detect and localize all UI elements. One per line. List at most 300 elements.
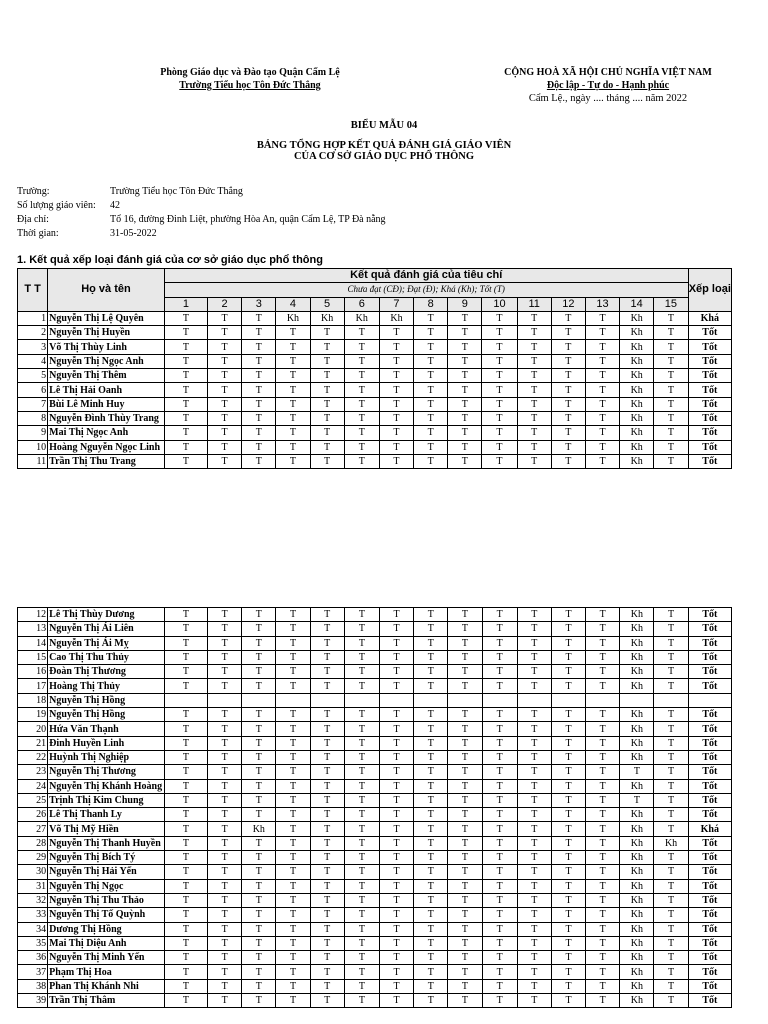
criteria-score: T bbox=[482, 851, 517, 865]
rank-value: Tốt bbox=[688, 893, 731, 907]
criteria-score: Kh bbox=[620, 397, 654, 411]
criteria-number: 6 bbox=[344, 297, 379, 311]
criteria-score: T bbox=[482, 426, 517, 440]
criteria-score: T bbox=[344, 369, 379, 383]
criteria-score: T bbox=[414, 340, 448, 354]
table-row bbox=[18, 736, 732, 750]
criteria-number: 15 bbox=[654, 297, 688, 311]
criteria-score: T bbox=[551, 426, 585, 440]
criteria-score: T bbox=[164, 708, 207, 722]
criteria-score: Kh bbox=[620, 636, 654, 650]
name-header: Họ và tên bbox=[48, 269, 165, 312]
criteria-score: T bbox=[379, 636, 413, 650]
criteria-score: T bbox=[414, 808, 448, 822]
criteria-score bbox=[654, 693, 688, 707]
rank-value: Tốt bbox=[688, 736, 731, 750]
criteria-score: T bbox=[276, 936, 310, 950]
info-value: Trường Tiểu học Tôn Đức Thắng bbox=[110, 186, 243, 197]
legend-note: Chưa đạt (CĐ); Đạt (Đ); Khá (Kh); Tốt (T) bbox=[164, 283, 688, 297]
rank-value: Tốt bbox=[688, 354, 731, 368]
section-title: 1. Kết quả xếp loại đánh giá của cơ sở giáo dục phổ thông bbox=[17, 254, 323, 266]
rank-value: Tốt bbox=[688, 383, 731, 397]
criteria-score: T bbox=[164, 722, 207, 736]
criteria-score: T bbox=[276, 793, 310, 807]
criteria-score: T bbox=[164, 851, 207, 865]
criteria-score: Kh bbox=[654, 836, 688, 850]
department-header bbox=[120, 66, 380, 92]
table-row bbox=[18, 765, 732, 779]
table-row bbox=[18, 836, 732, 850]
criteria-score: T bbox=[344, 679, 379, 693]
criteria-score: T bbox=[276, 369, 310, 383]
criteria-score: T bbox=[164, 808, 207, 822]
criteria-score: T bbox=[482, 822, 517, 836]
info-value: 31-05-2022 bbox=[110, 228, 157, 239]
criteria-score: T bbox=[242, 326, 276, 340]
table-row bbox=[18, 665, 732, 679]
rank-header: Xếp loại bbox=[688, 269, 731, 312]
criteria-score: T bbox=[379, 369, 413, 383]
criteria-score: T bbox=[310, 879, 344, 893]
criteria-score: T bbox=[208, 665, 242, 679]
criteria-score: T bbox=[448, 708, 482, 722]
criteria-score: T bbox=[517, 354, 551, 368]
criteria-score bbox=[517, 693, 551, 707]
criteria-score: T bbox=[551, 765, 585, 779]
criteria-score: T bbox=[208, 908, 242, 922]
criteria-score: T bbox=[586, 665, 620, 679]
criteria-score: T bbox=[344, 354, 379, 368]
criteria-score: T bbox=[482, 893, 517, 907]
criteria-score: T bbox=[208, 851, 242, 865]
criteria-number: 13 bbox=[585, 297, 619, 311]
criteria-score: T bbox=[164, 608, 207, 622]
criteria-score: T bbox=[551, 951, 585, 965]
criteria-score: T bbox=[310, 979, 344, 993]
criteria-score: Kh bbox=[620, 383, 654, 397]
criteria-score: T bbox=[654, 650, 688, 664]
criteria-score: T bbox=[414, 454, 448, 468]
evaluation-table-part1 bbox=[17, 268, 732, 469]
criteria-score: T bbox=[344, 765, 379, 779]
criteria-score bbox=[310, 693, 344, 707]
row-number: 36 bbox=[18, 951, 48, 965]
criteria-score: T bbox=[164, 879, 207, 893]
criteria-score: T bbox=[654, 922, 688, 936]
criteria-score: T bbox=[164, 411, 207, 425]
criteria-score: Kh bbox=[620, 440, 654, 454]
row-number: 13 bbox=[18, 622, 48, 636]
criteria-score: T bbox=[620, 793, 654, 807]
teacher-name: Nguyễn Thị Khánh Hoàng bbox=[48, 779, 165, 793]
criteria-score: T bbox=[242, 994, 276, 1008]
criteria-score: T bbox=[344, 383, 379, 397]
criteria-score: Kh bbox=[620, 708, 654, 722]
criteria-score: Kh bbox=[620, 865, 654, 879]
department-name: Phòng Giáo dục và Đào tạo Quận Cẩm Lệ bbox=[160, 67, 340, 78]
criteria-score: T bbox=[344, 908, 379, 922]
criteria-score: T bbox=[379, 865, 413, 879]
teacher-name: Lê Thị Thanh Ly bbox=[48, 808, 165, 822]
criteria-score: T bbox=[379, 722, 413, 736]
criteria-number: 10 bbox=[482, 297, 517, 311]
criteria-score: T bbox=[414, 426, 448, 440]
criteria-score: T bbox=[379, 793, 413, 807]
criteria-score: T bbox=[448, 411, 482, 425]
rank-value: Tốt bbox=[688, 326, 731, 340]
criteria-score: Kh bbox=[620, 369, 654, 383]
national-motto: Độc lập - Tự do - Hạnh phúc bbox=[546, 80, 670, 91]
criteria-score: T bbox=[448, 922, 482, 936]
criteria-score: T bbox=[551, 397, 585, 411]
criteria-score: T bbox=[517, 326, 551, 340]
row-number: 1 bbox=[18, 311, 48, 325]
criteria-score: Kh bbox=[620, 340, 654, 354]
criteria-score: T bbox=[482, 440, 517, 454]
criteria-score: T bbox=[517, 679, 551, 693]
criteria-score: T bbox=[517, 426, 551, 440]
criteria-score: T bbox=[310, 951, 344, 965]
criteria-score: T bbox=[310, 779, 344, 793]
criteria-score: T bbox=[414, 994, 448, 1008]
criteria-score: T bbox=[344, 965, 379, 979]
criteria-score: T bbox=[242, 454, 276, 468]
criteria-number: 3 bbox=[242, 297, 276, 311]
teacher-name: Đinh Huyền Linh bbox=[48, 736, 165, 750]
criteria-score: T bbox=[482, 779, 517, 793]
criteria-score: T bbox=[482, 454, 517, 468]
criteria-score: T bbox=[276, 708, 310, 722]
criteria-score: T bbox=[585, 369, 619, 383]
criteria-score: T bbox=[276, 440, 310, 454]
criteria-score: T bbox=[276, 765, 310, 779]
criteria-score: T bbox=[414, 311, 448, 325]
criteria-score: T bbox=[310, 340, 344, 354]
criteria-score: T bbox=[242, 865, 276, 879]
criteria-score: Kh bbox=[620, 454, 654, 468]
rank-value: Tốt bbox=[688, 679, 731, 693]
row-number: 25 bbox=[18, 793, 48, 807]
teacher-name: Đoàn Thị Thương bbox=[48, 665, 165, 679]
criteria-score: T bbox=[310, 665, 344, 679]
criteria-score: T bbox=[208, 750, 242, 764]
criteria-score: Kh bbox=[620, 326, 654, 340]
rank-value: Tốt bbox=[688, 879, 731, 893]
criteria-score: T bbox=[654, 979, 688, 993]
criteria-score bbox=[344, 693, 379, 707]
criteria-score: T bbox=[517, 708, 551, 722]
criteria-score: T bbox=[344, 650, 379, 664]
table-row bbox=[18, 893, 732, 907]
criteria-score: T bbox=[517, 636, 551, 650]
criteria-score: T bbox=[164, 951, 207, 965]
criteria-score: T bbox=[379, 608, 413, 622]
criteria-score: T bbox=[276, 922, 310, 936]
criteria-number: 7 bbox=[379, 297, 413, 311]
criteria-score: T bbox=[242, 397, 276, 411]
criteria-score: T bbox=[310, 808, 344, 822]
criteria-score: T bbox=[586, 951, 620, 965]
criteria-score: T bbox=[164, 965, 207, 979]
rank-value: Tốt bbox=[688, 750, 731, 764]
criteria-score: T bbox=[276, 951, 310, 965]
criteria-score: T bbox=[482, 750, 517, 764]
teacher-name: Nguyễn Thị Thêm bbox=[48, 369, 165, 383]
criteria-score: Kh bbox=[310, 311, 344, 325]
row-number: 39 bbox=[18, 994, 48, 1008]
criteria-score: T bbox=[379, 765, 413, 779]
info-value: 42 bbox=[110, 200, 120, 211]
criteria-score: T bbox=[208, 383, 242, 397]
criteria-score: T bbox=[310, 965, 344, 979]
table-row bbox=[18, 608, 732, 622]
criteria-score: T bbox=[379, 679, 413, 693]
criteria-score: T bbox=[448, 665, 482, 679]
criteria-score: T bbox=[448, 736, 482, 750]
criteria-score: T bbox=[242, 426, 276, 440]
teacher-name: Nguyễn Thị Ái Mỵ bbox=[48, 636, 165, 650]
criteria-score: T bbox=[208, 311, 242, 325]
table-row bbox=[18, 454, 732, 468]
criteria-score bbox=[164, 693, 207, 707]
criteria-score: T bbox=[517, 650, 551, 664]
criteria-score: T bbox=[379, 836, 413, 850]
criteria-score: T bbox=[585, 354, 619, 368]
criteria-score: T bbox=[448, 722, 482, 736]
criteria-score: T bbox=[310, 994, 344, 1008]
rank-value: Tốt bbox=[688, 340, 731, 354]
criteria-score: T bbox=[551, 622, 585, 636]
criteria-score: T bbox=[517, 908, 551, 922]
criteria-score: T bbox=[242, 608, 276, 622]
criteria-score: T bbox=[517, 454, 551, 468]
teacher-name: Võ Thị Mỹ Hiền bbox=[48, 822, 165, 836]
criteria-score: T bbox=[310, 922, 344, 936]
criteria-score: T bbox=[164, 936, 207, 950]
criteria-score: T bbox=[310, 426, 344, 440]
criteria-score: T bbox=[242, 851, 276, 865]
criteria-score: T bbox=[164, 994, 207, 1008]
criteria-score: Kh bbox=[620, 994, 654, 1008]
criteria-score: T bbox=[482, 665, 517, 679]
criteria-score: T bbox=[276, 354, 310, 368]
criteria-score: T bbox=[551, 879, 585, 893]
criteria-score: T bbox=[276, 908, 310, 922]
rank-value: Tốt bbox=[688, 411, 731, 425]
row-number: 16 bbox=[18, 665, 48, 679]
criteria-score: T bbox=[276, 426, 310, 440]
criteria-score: T bbox=[414, 979, 448, 993]
table-row bbox=[18, 851, 732, 865]
criteria-score: T bbox=[208, 822, 242, 836]
criteria-score: T bbox=[586, 679, 620, 693]
criteria-score: T bbox=[344, 736, 379, 750]
criteria-score: T bbox=[310, 865, 344, 879]
criteria-score: T bbox=[448, 765, 482, 779]
criteria-score: T bbox=[654, 765, 688, 779]
criteria-score: T bbox=[551, 665, 585, 679]
row-number: 15 bbox=[18, 650, 48, 664]
criteria-score: T bbox=[482, 311, 517, 325]
criteria-score: T bbox=[310, 354, 344, 368]
criteria-score: T bbox=[242, 340, 276, 354]
criteria-score: T bbox=[551, 851, 585, 865]
criteria-number: 9 bbox=[448, 297, 482, 311]
criteria-score: T bbox=[517, 879, 551, 893]
row-number: 2 bbox=[18, 326, 48, 340]
criteria-score: T bbox=[344, 808, 379, 822]
criteria-score: Kh bbox=[620, 608, 654, 622]
table-row bbox=[18, 979, 732, 993]
teacher-name: Phan Thị Khánh Nhi bbox=[48, 979, 165, 993]
criteria-score: T bbox=[448, 951, 482, 965]
criteria-score: T bbox=[551, 354, 585, 368]
criteria-score: T bbox=[242, 965, 276, 979]
teacher-name: Nguyễn Thị Thu Thảo bbox=[48, 893, 165, 907]
criteria-score bbox=[276, 693, 310, 707]
criteria-score: T bbox=[379, 922, 413, 936]
criteria-score: T bbox=[242, 708, 276, 722]
criteria-score: T bbox=[448, 851, 482, 865]
criteria-score: T bbox=[482, 326, 517, 340]
criteria-score: T bbox=[551, 326, 585, 340]
criteria-score: T bbox=[551, 965, 585, 979]
date-line: Cẩm Lệ., ngày .... tháng .... năm 2022 bbox=[528, 93, 688, 104]
criteria-score: T bbox=[448, 750, 482, 764]
criteria-score: T bbox=[310, 836, 344, 850]
rank-value: Tốt bbox=[688, 636, 731, 650]
rank-value: Tốt bbox=[688, 779, 731, 793]
criteria-score: Kh bbox=[620, 736, 654, 750]
criteria-score bbox=[482, 693, 517, 707]
criteria-score: T bbox=[586, 708, 620, 722]
criteria-score: T bbox=[585, 311, 619, 325]
criteria-score: T bbox=[379, 454, 413, 468]
teacher-name: Trần Thị Thu Trang bbox=[48, 454, 165, 468]
row-number: 6 bbox=[18, 383, 48, 397]
criteria-score: T bbox=[164, 383, 207, 397]
teacher-name: Nguyễn Thị Ngọc Anh bbox=[48, 354, 165, 368]
criteria-score: T bbox=[586, 851, 620, 865]
criteria-score: Kh bbox=[276, 311, 310, 325]
criteria-score: T bbox=[344, 822, 379, 836]
rank-value: Tốt bbox=[688, 851, 731, 865]
criteria-score: T bbox=[164, 369, 207, 383]
criteria-score: T bbox=[448, 879, 482, 893]
criteria-score: T bbox=[517, 765, 551, 779]
criteria-score: T bbox=[654, 454, 688, 468]
table-row bbox=[18, 326, 732, 340]
criteria-score: T bbox=[344, 851, 379, 865]
criteria-score: T bbox=[242, 979, 276, 993]
teacher-name: Hoàng Nguyễn Ngọc Linh bbox=[48, 440, 165, 454]
criteria-score: T bbox=[344, 936, 379, 950]
teacher-name: Hoàng Thị Thủy bbox=[48, 679, 165, 693]
criteria-score: T bbox=[414, 908, 448, 922]
criteria-score: T bbox=[414, 636, 448, 650]
criteria-score: T bbox=[586, 779, 620, 793]
table-row bbox=[18, 708, 732, 722]
table-row bbox=[18, 636, 732, 650]
criteria-score: T bbox=[379, 979, 413, 993]
criteria-score: T bbox=[344, 879, 379, 893]
criteria-score: T bbox=[242, 369, 276, 383]
criteria-score: T bbox=[482, 722, 517, 736]
criteria-number: 8 bbox=[414, 297, 448, 311]
criteria-score: T bbox=[586, 808, 620, 822]
criteria-score: T bbox=[242, 793, 276, 807]
criteria-score: T bbox=[517, 397, 551, 411]
report-subtitle: CỦA CƠ SỞ GIÁO DỤC PHỔ THÔNG bbox=[293, 151, 475, 162]
table-row bbox=[18, 397, 732, 411]
criteria-score: T bbox=[482, 622, 517, 636]
criteria-score: T bbox=[164, 679, 207, 693]
teacher-name: Nguyễn Thị Thanh Huyền bbox=[48, 836, 165, 850]
criteria-score: T bbox=[654, 994, 688, 1008]
criteria-score: T bbox=[164, 650, 207, 664]
criteria-score: T bbox=[448, 311, 482, 325]
criteria-score: T bbox=[551, 411, 585, 425]
criteria-score: T bbox=[379, 808, 413, 822]
criteria-score: T bbox=[344, 722, 379, 736]
criteria-score: T bbox=[482, 369, 517, 383]
criteria-score: T bbox=[517, 750, 551, 764]
criteria-score: T bbox=[482, 340, 517, 354]
criteria-score: T bbox=[310, 893, 344, 907]
criteria-score: Kh bbox=[620, 650, 654, 664]
criteria-score: T bbox=[379, 326, 413, 340]
criteria-score: T bbox=[208, 369, 242, 383]
criteria-score: T bbox=[276, 622, 310, 636]
criteria-score: T bbox=[551, 779, 585, 793]
rank-value: Tốt bbox=[688, 608, 731, 622]
criteria-score: T bbox=[551, 822, 585, 836]
criteria-score: T bbox=[586, 936, 620, 950]
row-number: 5 bbox=[18, 369, 48, 383]
criteria-score: T bbox=[414, 893, 448, 907]
criteria-score: T bbox=[344, 326, 379, 340]
criteria-score: T bbox=[242, 908, 276, 922]
criteria-score: T bbox=[482, 922, 517, 936]
rank-value: Tốt bbox=[688, 650, 731, 664]
criteria-score: T bbox=[585, 440, 619, 454]
criteria-score: T bbox=[414, 622, 448, 636]
criteria-score: T bbox=[242, 765, 276, 779]
teacher-name: Lê Thị Thùy Dương bbox=[48, 608, 165, 622]
criteria-score: T bbox=[310, 650, 344, 664]
criteria-score: T bbox=[276, 736, 310, 750]
criteria-score: T bbox=[448, 994, 482, 1008]
criteria-score: T bbox=[414, 793, 448, 807]
criteria-score: T bbox=[448, 779, 482, 793]
rank-value: Tốt bbox=[688, 765, 731, 779]
criteria-score: T bbox=[654, 965, 688, 979]
criteria-score: T bbox=[517, 736, 551, 750]
criteria-score: T bbox=[517, 822, 551, 836]
table-row bbox=[18, 311, 732, 325]
school-info bbox=[17, 185, 386, 241]
tt-header: T T bbox=[18, 269, 48, 312]
teacher-name: Nguyễn Thị Ái Liên bbox=[48, 622, 165, 636]
row-number: 11 bbox=[18, 454, 48, 468]
criteria-score: T bbox=[482, 765, 517, 779]
criteria-score: T bbox=[276, 750, 310, 764]
teacher-name: Mai Thị Ngọc Anh bbox=[48, 426, 165, 440]
criteria-score: T bbox=[654, 326, 688, 340]
criteria-score: T bbox=[344, 865, 379, 879]
criteria-score: T bbox=[448, 936, 482, 950]
criteria-score: T bbox=[517, 951, 551, 965]
